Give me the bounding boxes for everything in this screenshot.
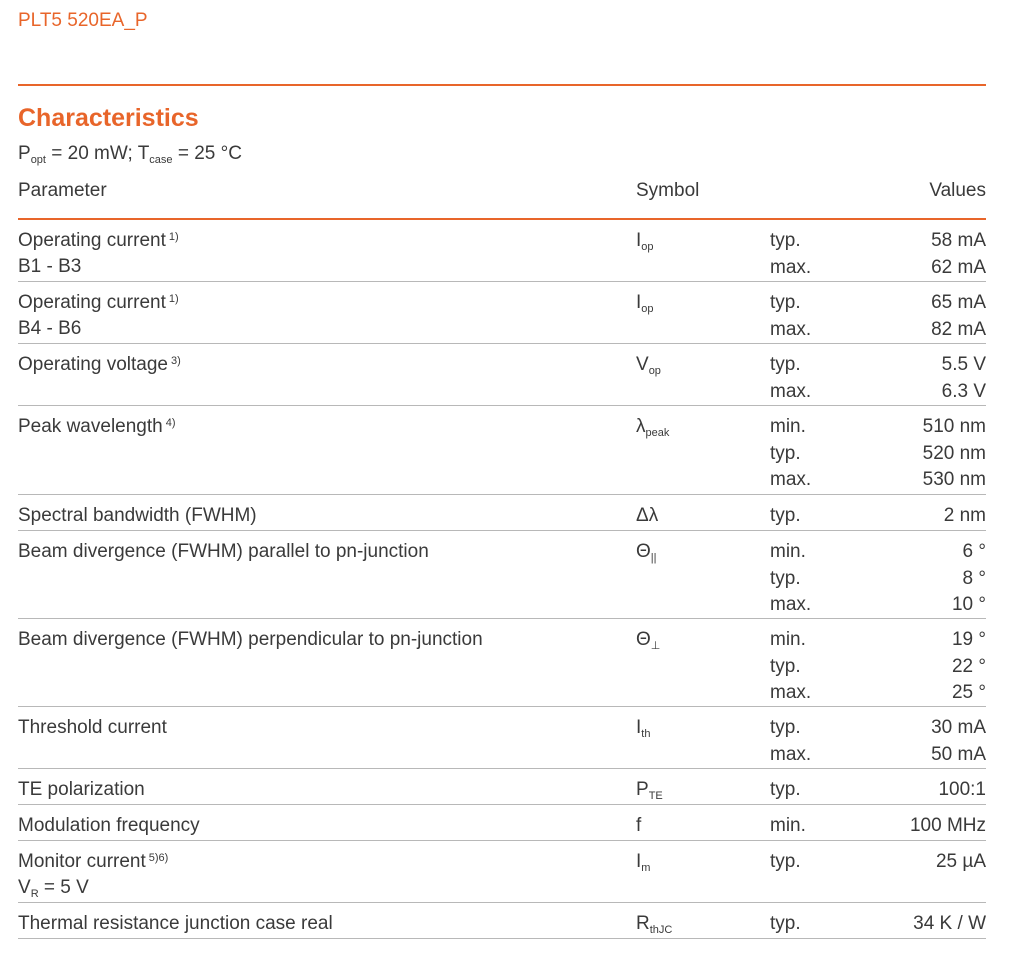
parameter-condition: $V_R = 5$ V (18, 877, 89, 900)
qualifier: max. (770, 469, 812, 490)
qualifier-cell (770, 911, 801, 938)
qualifier-cell (770, 777, 801, 804)
symbol-main: I (636, 851, 642, 872)
value-cell (931, 290, 986, 343)
symbol-cell (636, 715, 650, 741)
symbol-subscript: op (648, 365, 661, 377)
footnote-ref: 4) (165, 417, 176, 429)
symbol-cell (636, 849, 650, 875)
parameter-name: Peak wavelength (18, 416, 163, 437)
qualifier: typ. (770, 913, 801, 934)
symbol-subscript: m (641, 862, 651, 874)
qualifier: min. (770, 416, 806, 437)
symbol-subscript: peak (645, 427, 670, 439)
value: 50 mA (931, 743, 986, 765)
symbol-cell (636, 777, 663, 803)
qualifier: min. (770, 629, 806, 650)
qualifier-cell (770, 813, 806, 840)
t-symbol: T (137, 143, 150, 164)
value: 100 MHz (909, 815, 986, 836)
symbol-subscript: op (641, 241, 654, 253)
parameter-name: Beam divergence (FWHM) perpendicular to pn-junction (18, 629, 483, 650)
qualifier: typ. (770, 779, 801, 800)
value: 2 nm (943, 505, 986, 526)
p-subscript: opt (30, 154, 46, 166)
value-cell (931, 228, 986, 281)
symbol-main: P (636, 779, 649, 800)
symbol-main: Θ (636, 541, 651, 562)
table-row (18, 344, 986, 406)
value: 8 ° (962, 567, 986, 589)
symbol-main: R (636, 913, 650, 934)
t-subscript: case (149, 154, 173, 166)
symbol-cell (636, 539, 657, 565)
qualifier-cell (770, 627, 811, 707)
value-cell (952, 539, 986, 619)
value: 5.5 V (941, 354, 986, 375)
value-cell (942, 352, 986, 405)
symbol-main: Θ (636, 629, 651, 650)
parameter-cell (18, 715, 167, 741)
symbol-subscript: ⊥ (650, 640, 661, 652)
parameter-cell (18, 290, 179, 342)
qualifier: max. (770, 256, 812, 278)
symbol-main: I (636, 230, 642, 251)
parameter-cell (18, 414, 176, 440)
value: 34 K / W (913, 913, 986, 934)
table-row (18, 495, 986, 531)
symbol-cell (636, 911, 672, 937)
qualifier-cell (770, 849, 801, 876)
parameter-name: Operating current (18, 292, 166, 313)
section-title: Characteristics (18, 104, 199, 132)
symbol-subscript: th (641, 728, 651, 740)
parameter-name: Spectral bandwidth (FWHM) (18, 505, 257, 526)
top-divider (18, 84, 986, 86)
parameter-cell (18, 539, 429, 565)
parameter-cell (18, 503, 257, 529)
table-row (18, 707, 986, 769)
symbol-cell (636, 290, 654, 316)
table-row (18, 619, 986, 707)
value: 19 ° (951, 629, 986, 650)
table-row (18, 841, 986, 903)
value-cell (913, 911, 986, 938)
parameter-cell (18, 777, 145, 803)
value-cell (923, 414, 986, 494)
parameter-cell (18, 228, 179, 280)
table-row (18, 406, 986, 495)
qualifier: min. (770, 541, 806, 562)
symbol-cell (636, 414, 669, 440)
t-value: = 25 °C (172, 143, 242, 164)
symbol-cell (636, 228, 654, 254)
p-symbol: P (18, 143, 31, 164)
value: 530 nm (922, 469, 986, 490)
qualifier-cell (770, 352, 811, 405)
value: 100:1 (938, 779, 986, 800)
value: 6.3 V (941, 380, 986, 402)
qualifier: typ. (770, 230, 801, 251)
symbol-subscript: || (650, 552, 657, 564)
symbol-subscript: op (641, 303, 654, 315)
qualifier-cell (770, 414, 811, 494)
qualifier: min. (770, 815, 806, 836)
value-cell (952, 627, 986, 707)
symbol-main: Δλ (636, 505, 659, 526)
qualifier-cell (770, 503, 801, 530)
symbol-main: λ (636, 416, 646, 437)
parameter-name: Threshold current (18, 717, 167, 738)
column-header-values: Values (929, 180, 986, 201)
qualifier: max. (770, 594, 812, 615)
value: 58 mA (931, 230, 986, 251)
qualifier: typ. (770, 354, 801, 375)
symbol-main: f (636, 815, 642, 836)
parameter-name: Operating current (18, 230, 166, 251)
parameter-variant: B4 - B6 (18, 318, 82, 339)
value: 62 mA (931, 256, 986, 278)
qualifier: typ. (770, 655, 801, 677)
column-header-symbol: Symbol (636, 180, 700, 201)
value: 25 µA (935, 851, 986, 872)
value: 22 ° (951, 655, 986, 677)
table-row (18, 282, 986, 344)
qualifier: typ. (770, 851, 801, 872)
value: 82 mA (931, 318, 986, 340)
symbol-main: V (636, 354, 649, 375)
symbol-cell (636, 813, 641, 839)
footnote-ref: 5)6) (148, 852, 169, 864)
parameter-cell (18, 911, 333, 937)
qualifier-cell (770, 539, 811, 619)
symbol-cell (636, 352, 661, 378)
value: 65 mA (931, 292, 986, 313)
value-cell (936, 849, 986, 876)
value: 30 mA (931, 717, 986, 738)
parameter-cell (18, 813, 200, 839)
footnote-ref: 1) (168, 231, 179, 243)
value: 6 ° (962, 541, 986, 562)
symbol-subscript: TE (648, 790, 663, 802)
qualifier-cell (770, 228, 811, 281)
symbol-main: I (636, 292, 642, 313)
qualifier: typ. (770, 717, 801, 738)
characteristics-table (18, 220, 986, 939)
qualifier: typ. (770, 442, 801, 464)
parameter-name: Thermal resistance junction case real (18, 913, 333, 934)
value: 10 ° (951, 594, 986, 615)
value: 25 ° (951, 682, 986, 703)
qualifier: typ. (770, 567, 801, 589)
parameter-name: Monitor current (18, 851, 146, 872)
parameter-name: Modulation frequency (18, 815, 200, 836)
parameter-cell (18, 627, 483, 653)
parameter-name: TE polarization (18, 779, 145, 800)
parameter-name: Operating voltage (18, 354, 168, 375)
table-row (18, 769, 986, 805)
symbol-cell (636, 503, 658, 529)
symbol-subscript: thJC (649, 924, 673, 936)
table-row (18, 805, 986, 841)
symbol-main: I (636, 717, 642, 738)
table-row (18, 903, 986, 939)
table-header (18, 180, 986, 218)
parameter-variant: B1 - B3 (18, 256, 82, 277)
qualifier: typ. (770, 292, 801, 313)
qualifier: max. (770, 682, 812, 703)
qualifier: max. (770, 380, 812, 402)
column-header-parameter: Parameter (18, 180, 107, 201)
qualifier: max. (770, 318, 812, 340)
footnote-ref: 1) (168, 293, 179, 305)
p-value: = 20 mW; (45, 143, 138, 164)
table-row (18, 220, 986, 282)
document-id: PLT5 520EA_P (18, 10, 148, 31)
value: 510 nm (922, 416, 986, 437)
value-cell (910, 813, 986, 840)
footnote-ref: 3) (171, 355, 181, 367)
qualifier: typ. (770, 505, 801, 526)
qualifier: max. (770, 743, 812, 765)
parameter-cell (18, 849, 168, 901)
value-cell (931, 715, 986, 768)
qualifier-cell (770, 290, 811, 343)
parameter-cell (18, 352, 181, 378)
value-cell (944, 503, 986, 530)
parameter-name: Beam divergence (FWHM) parallel to pn-junction (18, 541, 429, 562)
qualifier-cell (770, 715, 811, 768)
test-conditions (18, 143, 242, 165)
value: 520 nm (922, 442, 986, 464)
symbol-cell (636, 627, 660, 653)
table-row (18, 531, 986, 619)
value-cell (938, 777, 986, 804)
